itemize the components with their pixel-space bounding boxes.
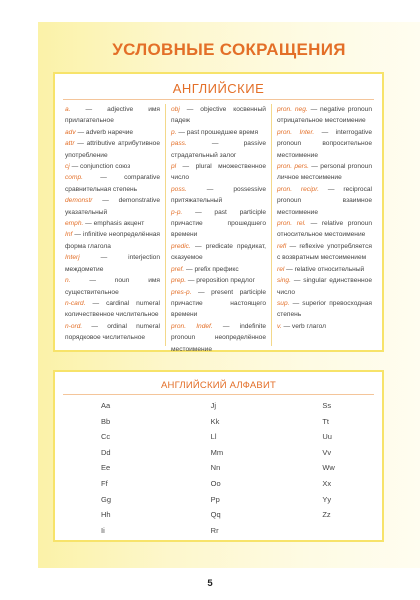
abbreviation-column	[60, 104, 166, 346]
alphabet-letter: Yy	[322, 494, 332, 504]
abbreviation-description: — emphasis акцент	[83, 220, 145, 228]
abbreviation-term: n.	[65, 277, 71, 285]
abbreviation-term: Inf	[65, 231, 73, 239]
title-divider	[63, 394, 374, 395]
abbreviation-entry	[171, 104, 266, 127]
abbreviation-entry	[171, 241, 266, 264]
abbreviation-description: — demonstrative указательный	[65, 197, 160, 216]
abbreviation-entry	[65, 127, 160, 138]
abbreviation-description: — interrogative pronoun вопросительное местоимение	[277, 128, 372, 159]
alphabet-letter: Uu	[322, 432, 332, 442]
abbreviation-entry	[171, 207, 266, 241]
abbreviation-entry	[277, 275, 372, 298]
title-divider	[63, 99, 374, 100]
alphabet-letter: Xx	[322, 478, 332, 488]
alphabet-letter: Qq	[210, 510, 221, 520]
alphabet-title: АНГЛИЙСКИЙ АЛФАВИТ	[161, 380, 276, 391]
alphabet-letter: Pp	[210, 494, 220, 504]
abbreviation-description: — verb глагол	[281, 322, 326, 330]
alphabet-letter: Ww	[322, 463, 335, 473]
abbreviation-description: — possessive притяжательный	[171, 185, 266, 205]
abbreviation-description: — adjective имя прилагательное	[65, 106, 160, 125]
abbreviation-description: — negative pronoun отрицательное местоимение	[277, 106, 372, 125]
alphabet-letter: Aa	[101, 401, 111, 410]
abbreviation-entry	[65, 275, 160, 298]
abbreviation-term: adv	[65, 128, 76, 136]
abbreviation-term: pres-p.	[171, 288, 192, 296]
abbreviation-term: predic.	[171, 242, 191, 250]
abbreviation-description: — preposition предлог	[186, 277, 255, 285]
abbreviation-description: — past прошедшее время	[176, 128, 259, 136]
abbreviation-term: pl	[171, 163, 177, 171]
abbreviation-entry	[277, 264, 372, 275]
abbreviation-description: — reciprocal pronoun взаимное местоимение	[277, 185, 373, 216]
abbreviation-term: n-ord.	[65, 322, 83, 330]
alphabet-letter: Kk	[210, 416, 220, 426]
abbreviation-entry	[65, 229, 160, 252]
abbreviation-description: — passive страдательный залог	[171, 140, 266, 159]
abbreviation-term: poss.	[171, 185, 187, 193]
abbreviation-entry	[277, 298, 372, 321]
abbreviation-description: — adverb наречие	[75, 128, 134, 136]
abbreviation-term: sup.	[277, 299, 290, 307]
alphabet-grid	[67, 398, 372, 538]
abbreviation-entry	[65, 195, 160, 218]
abbreviation-description: — relative относительный	[284, 265, 365, 273]
abbreviation-term: attr	[65, 140, 75, 148]
abbreviation-term: Interj	[65, 254, 80, 262]
abbreviations-panel	[53, 72, 384, 352]
abbreviation-term: pron. pers.	[277, 163, 309, 171]
abbreviations-columns	[60, 104, 377, 353]
abbreviation-term: sing.	[277, 277, 291, 285]
alphabet-letter: Cc	[101, 432, 111, 442]
abbreviation-entry	[65, 218, 160, 229]
abbreviation-column	[166, 104, 272, 353]
abbreviation-term: rel	[277, 265, 285, 273]
alphabet-letter: Gg	[101, 494, 112, 504]
abbreviation-term: pron. recipr.	[277, 185, 320, 193]
alphabet-letter: Oo	[210, 478, 221, 488]
abbreviation-description: — prefix префикс	[184, 265, 239, 273]
abbreviation-entry	[65, 172, 160, 195]
page-number: 5	[207, 578, 213, 589]
alphabet-letter: Nn	[210, 463, 221, 473]
alphabet-letter: Dd	[101, 447, 111, 457]
abbreviation-description: — interjection междометие	[65, 254, 160, 273]
abbreviation-term: pron. neg.	[277, 106, 308, 113]
abbreviation-term: n-card.	[65, 299, 86, 307]
abbreviation-description: — predicate предикат, сказуемое	[171, 242, 266, 262]
alphabet-letter: Ss	[322, 401, 332, 410]
abbreviation-term: emph.	[65, 220, 84, 228]
abbreviation-entry	[171, 184, 266, 207]
abbreviation-term: p.	[171, 128, 177, 136]
abbreviation-term: cj	[65, 163, 70, 171]
abbreviation-entry	[171, 161, 266, 184]
abbreviation-term: prep.	[171, 277, 187, 285]
abbreviation-description: — infinitive неопределённая форма глагола	[65, 231, 160, 250]
abbreviation-description: — plural множественное число	[171, 163, 266, 182]
abbreviation-description: — past participle причастие прошедшего времени	[171, 208, 266, 239]
abbreviation-entry	[171, 127, 266, 138]
abbreviation-entry	[65, 321, 160, 344]
abbreviation-entry	[171, 287, 266, 321]
abbreviation-entry	[65, 104, 160, 127]
abbreviation-description: — attributive атрибутивное употребление	[65, 140, 160, 159]
abbreviation-description: — present participle причастие настоящего времени	[171, 288, 266, 319]
abbreviation-description: — comparative сравнительная степень	[65, 174, 160, 193]
abbreviation-entry	[171, 275, 266, 286]
abbreviation-description: — cardinal numeral количественное числительное	[65, 299, 160, 319]
abbreviation-entry	[171, 138, 266, 161]
abbreviation-description: — indefinite pronoun неопределённое местоимение	[171, 322, 266, 353]
alphabet-letter: Rr	[210, 525, 219, 535]
abbreviation-entry	[277, 218, 372, 241]
abbreviation-description: — relative pronoun относительное местоимение	[277, 220, 373, 239]
alphabet-letter: Tt	[322, 416, 329, 426]
abbreviation-term: pref.	[171, 265, 185, 273]
abbreviation-description: — noun имя существительное	[65, 277, 160, 296]
alphabet-letter: Hh	[101, 510, 111, 520]
abbreviation-term: pron. Indef.	[171, 322, 213, 330]
abbreviation-term: pron. rel.	[277, 220, 306, 228]
abbreviation-entry	[277, 241, 372, 264]
abbreviation-entry	[65, 138, 160, 161]
abbreviation-term: v.	[277, 322, 282, 330]
abbreviation-entry	[277, 321, 372, 332]
abbreviation-term: demonstr	[65, 197, 93, 205]
alphabet-letter: Bb	[101, 416, 111, 426]
alphabet-letter: Jj	[210, 401, 217, 410]
abbreviation-description: — singular единственное число	[277, 277, 372, 296]
abbreviation-entry	[65, 161, 160, 172]
page-title: УСЛОВНЫЕ СОКРАЩЕНИЯ	[112, 40, 346, 59]
abbreviation-description: — personal pronoun личное местоимение	[277, 163, 372, 182]
abbreviation-column	[272, 104, 377, 346]
abbreviation-description: — superior превосходная степень	[277, 299, 372, 319]
abbreviation-term: comp.	[65, 174, 83, 182]
abbreviation-term: p-p.	[171, 208, 183, 216]
abbreviation-entry	[277, 161, 372, 184]
alphabet-letter: Mm	[210, 447, 224, 457]
alphabet-letter: Zz	[322, 510, 331, 520]
abbreviation-entry	[171, 321, 266, 355]
abbreviation-term: obj	[171, 106, 180, 113]
alphabet-letter: Ee	[101, 463, 111, 473]
alphabet-panel	[53, 370, 384, 542]
alphabet-letter: Ll	[210, 432, 217, 442]
abbreviation-entry	[65, 298, 160, 321]
abbreviation-description: — conjunction союз	[69, 163, 131, 171]
abbreviation-term: pass.	[171, 140, 187, 148]
abbreviation-term: pron. Inter.	[277, 128, 315, 136]
alphabet-letter: Ff	[101, 478, 108, 488]
abbreviation-entry	[171, 264, 266, 275]
abbreviation-description: — objective косвенный падеж	[171, 106, 266, 125]
abbreviations-title: АНГЛИЙСКИЕ	[172, 81, 265, 96]
abbreviation-entry	[277, 127, 372, 161]
abbreviation-entry	[277, 104, 372, 127]
alphabet-letter: Ii	[101, 525, 105, 535]
abbreviation-entry	[277, 184, 372, 218]
abbreviation-term: a.	[65, 106, 71, 113]
abbreviation-term: refl	[277, 242, 287, 250]
abbreviation-entry	[65, 252, 160, 275]
abbreviation-description: — reflexive употребляется с возвратным местоимением	[277, 242, 372, 262]
abbreviation-description: — ordinal numeral порядковое числительное	[65, 322, 160, 342]
alphabet-letter: Vv	[322, 447, 332, 457]
